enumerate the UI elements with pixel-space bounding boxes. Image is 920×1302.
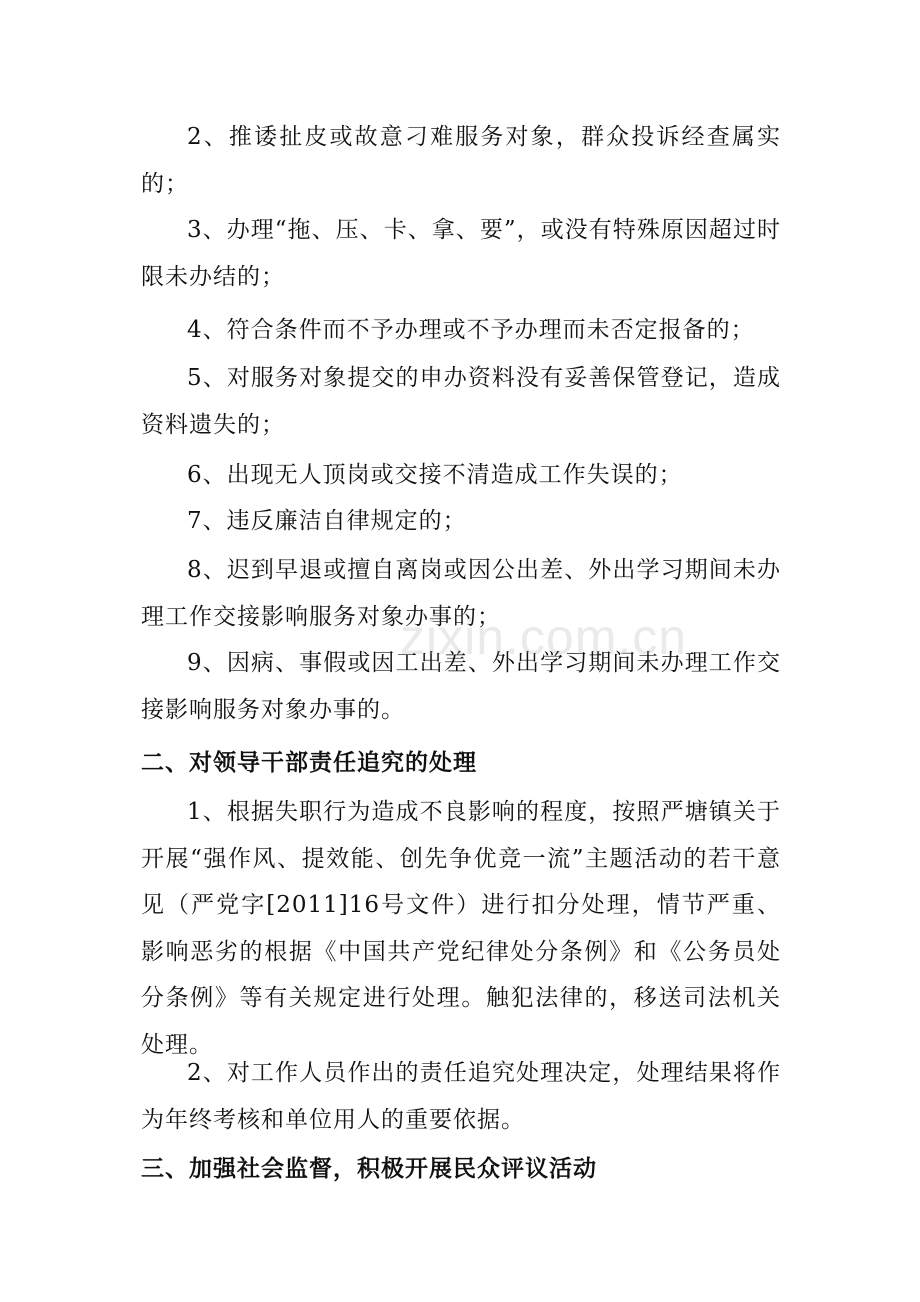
list-item: 7、违反廉洁自律规定的； [187,508,467,534]
list-item: 4、符合条件而不予办理或不予办理而未否定报备的； [187,317,755,343]
list-item: 6、出现无人顶岗或交接不清造成工作失误的； [187,462,683,488]
section-heading: 三、加强社会监督，积极开展民众评议活动 [141,1156,597,1182]
list-item: 2、推诿扯皮或故意刁难服务对象，群众投诉经查属实的； [141,124,781,197]
list-item: 5、对服务对象提交的申办资料没有妥善保管登记，造成资料遗失的； [141,365,781,438]
body-paragraph: 1、根据失职行为造成不良影响的程度，按照严塘镇关于开展“强作风、提效能、创先争优竞一流”主题活动的若干意见（严党字[2011]16号文件）进行扣分处理，情节严重、影响恶劣的根据《中国共产党纪律处分条例》和《公务员处分条例》等有关规定进行处理。触犯法律的，移送司法机关处理。 [141,799,781,1058]
body-paragraph: 2、对工作人员作出的责任追究处理决定，处理结果将作为年终考核和单位用人的重要依据。 [141,1060,781,1133]
watermark: zixin.com.cn [400,609,688,665]
list-item: 8、迟到早退或擅自离岗或因公出差、外出学习期间未办理工作交接影响服务对象办事的； [141,557,781,630]
list-item: 9、因病、事假或因工出差、外出学习期间未办理工作交接影响服务对象办事的。 [141,650,781,723]
list-item: 3、办理“拖、压、卡、拿、要”，或没有特殊原因超过时限未办结的； [141,217,781,290]
section-heading: 二、对领导干部责任追究的处理 [141,750,477,776]
